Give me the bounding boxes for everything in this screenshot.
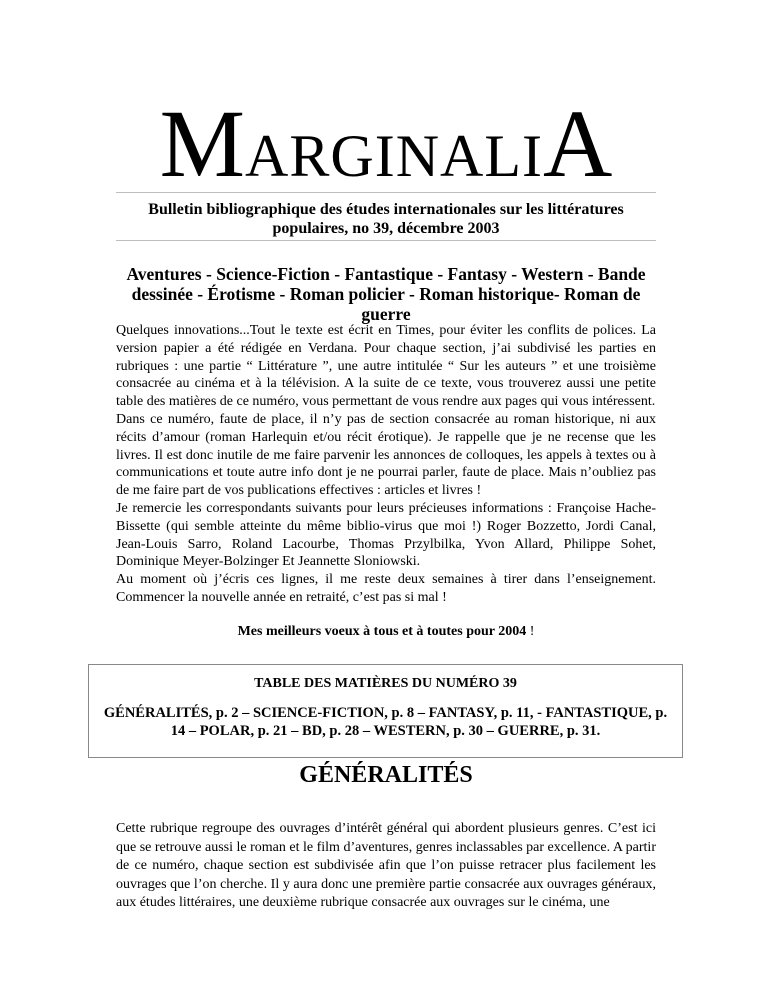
intro-text <box>116 322 656 607</box>
masthead-initial: M <box>159 90 246 197</box>
season-greetings <box>116 623 656 641</box>
toc-title: TABLE DES MATIÈRES DU NUMÉRO 39 <box>254 676 517 691</box>
toc-entries: GÉNÉRALITÉS, p. 2 – SCIENCE-FICTION, p. 8 – FANTASY, p. 11, - FANTASTIQUE, p. 14 – POLAR, p. 21 – BD, p. 28 – WESTERN, p. 30 – GUERRE, p. 31. <box>103 705 668 739</box>
intro-paragraph-4: Au moment où j’écris ces lignes, il me reste deux semaines à tirer dans l’enseignement. Commencer la nouvelle année en retraité, c’est pas si mal ! <box>116 572 656 605</box>
genre-list: Aventures - Science-Fiction - Fantastique - Fantasy - Western - Bande dessinée - Érotisme - Roman policier - Roman historique- Roman de guerre <box>126 264 646 324</box>
intro-paragraph-1: Quelques innovations...Tout le texte est écrit en Times, pour éviter les conflits de polices. La version papier a été rédigée en Verdana. Pour chaque section, j’ai subdivisé les parties en rubriques : une partie “ Littérature ”, une autre intitulée “ Sur les auteurs ” et une troisième consacrée au cinéma et à la télévision. A la suite de ce texte, vous trouverez aussi une petite table des matières de ce numéro, vous permettant de vous rendre aux pages qui vous intéressent. <box>116 323 656 410</box>
masthead-title <box>116 90 656 197</box>
masthead-final: A <box>542 90 613 197</box>
table-of-contents <box>88 664 683 758</box>
bulletin-subtitle: Bulletin bibliographique des études internationales sur les littératures populaires, no 39, décembre 2003 <box>148 201 624 237</box>
divider-bottom <box>116 240 656 241</box>
greetings-tail: ! <box>526 624 535 639</box>
section-heading: GÉNÉRALITÉS <box>299 762 473 788</box>
section-body <box>116 820 656 913</box>
divider-top <box>116 192 656 193</box>
intro-paragraph-2: Dans ce numéro, faute de place, il n’y pas de section consacrée au roman historique, ni aux récits d’amour (roman Harlequin et/ou récit érotique). Je rappelle que je ne recense que les livres. Il est donc inutile de me faire parvenir les annonces de colloques, les appels à textes ou à communications et toute autre info dont je ne pourrai parler, faute de place. Mais n’oubliez pas de me faire part de vos publications effectives : articles et livres ! <box>116 411 656 499</box>
greetings-bold: Mes meilleurs voeux à tous et à toutes pour 2004 <box>237 624 527 639</box>
intro-paragraph-3: Je remercie les correspondants suivants pour leurs précieuses informations : Françoise Hache-Bissette (qui semble atteinte du même biblio-virus que moi !) Roger Bozzetto, Jordi Canal, Jean-Louis Sarro, Roland Lacourbe, Thomas Przylbilka, Yvon Allard, Philippe Sohet, Dominique Meyer-Bolzinger Et Jeannette Sloniowski. <box>116 500 656 570</box>
section-paragraph: Cette rubrique regroupe des ouvrages d’intérêt général qui abordent plusieurs genres. C’est ici que se retrouve aussi le roman et le film d’aventures, genres inclassables par excellence. A partir de ce numéro, chaque section est subdivisée afin que l’on puisse retracer plus facilement les ouvrages que l’on cherche. Il y aura donc une première partie consacrée aux ouvrages généraux, aux études littéraires, une deuxième rubrique consacrée aux ouvrages sur le cinéma, une <box>116 821 656 911</box>
masthead-middle: ARGINALI <box>245 123 543 189</box>
